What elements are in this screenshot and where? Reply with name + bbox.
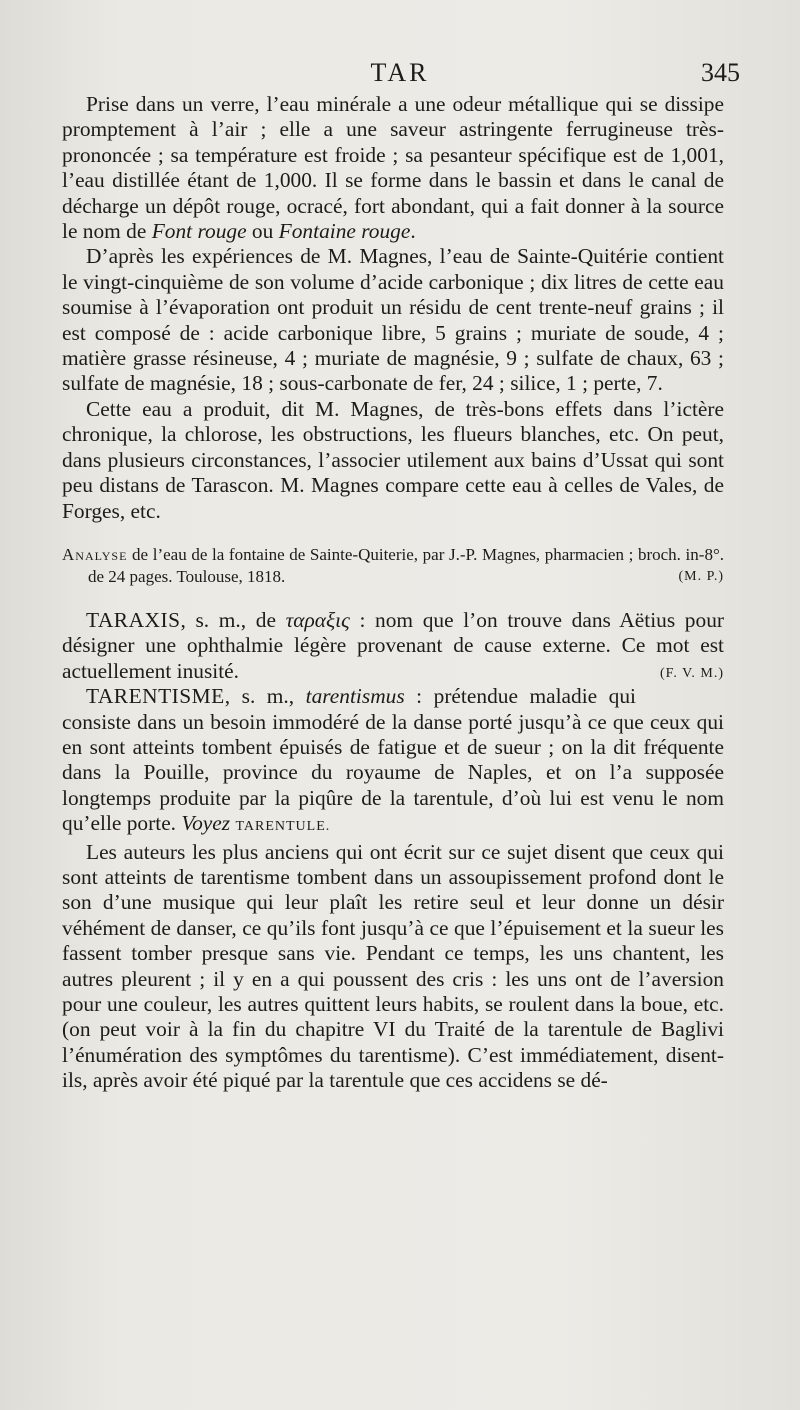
italic-fontaine-rouge: Fontaine rouge [278, 219, 411, 244]
voyez-label: Voyez [181, 811, 231, 836]
note-text: de l’eau de la fontaine de Sainte-Quiterie, par J.-P. Magnes, pharmacien ; broch. in-8°. de 24 pages. Toulouse, 1818. [88, 544, 724, 586]
latin-term: tarentismus [305, 684, 405, 709]
paragraph-tarentisme-description: Les auteurs les plus anciens qui ont écrit sur ce sujet disent que ceux qui sont atteints de tarentisme tombent dans un assoupissement profond dont le son d’une musique qui leur plaît les retire seul et leur donne un désir véhément de danser, ce qu’ils font jusqu’à ce que l’épuisement et la sueur les fassent tomber presque sans vie. Pendant ce temps, les uns chantent, les autres pleurent ; il y en a qui poussent des cris : les uns ont de l’aversion pour une couleur, les autres quittent leurs habits, se roulent dans la boue, etc. (on peut voir à la fin du chapitre VI du Traité de la tarentule de Baglivi l’énumération des symptômes du tarentisme). C’est immédiatement, disent-ils, après avoir été piqué par la tarentule que ces accidens se dé- [62, 839, 724, 1093]
italic-font-rouge: Font rouge [151, 219, 247, 244]
note-signature: (M. P.) [678, 568, 724, 584]
headword-tarentisme: TARENTISME [86, 684, 225, 709]
running-head [60, 58, 740, 92]
paragraph-effects: Cette eau a produit, dit M. Magnes, de très-bons effets dans l’ictère chronique, la chlorose, les obstructions, les flueurs blanches, etc. On peut, dans plusieurs circonstances, l’associer utilement aux bains d’Ussat qui sont peu distans de Tarascon. M. Magnes compare cette eau à celles de Vales, de Forges, etc. [62, 396, 724, 523]
page-body [62, 92, 724, 1094]
bibliographic-note [62, 544, 724, 588]
spacer [62, 588, 724, 608]
running-head-title: TAR [370, 58, 430, 87]
greek-etymology: ταραξις [285, 607, 350, 632]
entry-tarentisme: TARENTISME, s. m., tarentismus : prétendue maladie qui consiste dans un besoin immodéré de la danse porté jusqu’à ce que ceux qui en sont atteints tombent épuisés de fatigue et de sueur ; on la dit fréquente dans la Pouille, province du royaume de Naples, et on l’a supposée longtemps produite par la piqûre de la tarentule, d’où lui est venu le nom qu’elle porte. Voyez TARENTULE. [62, 684, 724, 836]
page-number: 345 [701, 58, 740, 87]
spacer [62, 524, 724, 544]
paragraph-composition: D’après les expériences de M. Magnes, l’eau de Sainte-Quitérie contient le vingt-cinquième de son volume d’acide carbonique ; dix litres de cette eau soumise à l’évaporation ont produit un résidu de cent trente-neuf grains ; il est composé de : acide carbonique libre, 5 grains ; muriate de soude, 4 ; matière grasse résineuse, 4 ; muriate de magnésie, 9 ; sulfate de chaux, 63 ; sulfate de magnésie, 18 ; sous-carbonate de fer, 24 ; silice, 1 ; perte, 7. [62, 244, 724, 396]
entry-taraxis: TARAXIS, s. m., de ταραξις : nom que l’on trouve dans Aëtius pour désigner une ophthalmie légère provenant de cause externe. Ce mot est actuellement inusité. (F. V. M.) [62, 608, 724, 684]
note-label: Analyse [62, 544, 128, 564]
headword-taraxis: TARAXIS [86, 607, 181, 632]
paragraph-water-properties: Prise dans un verre, l’eau minérale a une odeur métallique qui se dissipe promptement à l’air ; elle a une saveur astringente ferrugineuse très-prononcée ; sa température est froide ; sa pesanteur spécifique est de 1,001, l’eau distillée étant de 1,000. Il se forme dans le bassin et dans le canal de décharge un dépôt rouge, ocracé, fort abondant, qui a fait donner à la source le nom de Font rouge ou Fontaine rouge. [62, 92, 724, 244]
cross-reference: TARENTULE. [235, 819, 331, 835]
taraxis-signature: (F. V. M.) [660, 665, 724, 681]
